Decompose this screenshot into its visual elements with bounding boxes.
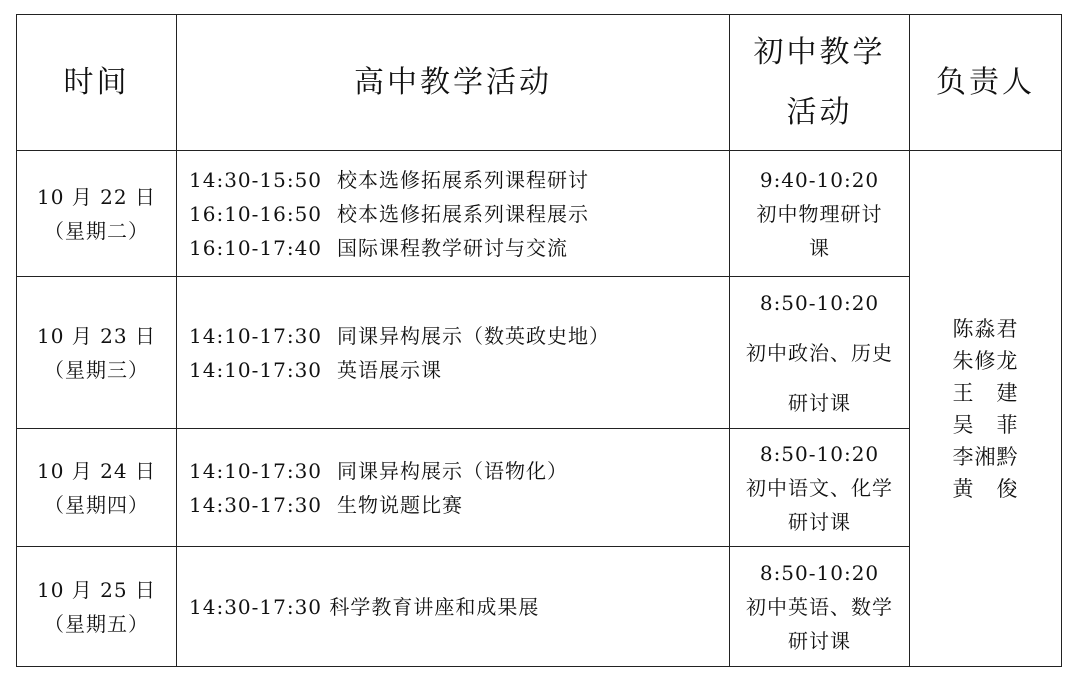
activity-time: 14:10-17:30 — [189, 458, 323, 483]
date: 10 月 24 日 — [37, 458, 156, 483]
weekday: （星期三） — [44, 357, 149, 382]
activity-line: 14:30-17:30 科学教育讲座和成果展 — [189, 594, 540, 619]
date-cell — [17, 547, 177, 667]
activity-title: 同课异构展示（语物化） — [337, 458, 568, 483]
activity-time: 14:30-17:30 — [189, 492, 323, 517]
junior-activity-line: 初中语文、化学 — [746, 475, 893, 500]
table-row — [17, 429, 1062, 547]
activity-title: 生物说题比赛 — [337, 492, 463, 517]
table-row — [17, 547, 1062, 667]
activity-line — [189, 319, 729, 353]
weekday: （星期二） — [44, 218, 149, 243]
senior-activity-cell — [177, 429, 730, 547]
junior-activity-line: 课 — [809, 235, 830, 260]
activity-title: 校本选修拓展系列课程研讨 — [337, 167, 589, 192]
header-junior-line1: 初中教学 — [753, 34, 886, 70]
table-row — [17, 277, 1062, 429]
date-cell — [17, 277, 177, 429]
junior-time: 8:50-10:20 — [759, 441, 880, 466]
header-owner: 负责人 — [910, 15, 1062, 151]
header-junior-activities — [730, 15, 910, 151]
weekday: （星期五） — [44, 611, 149, 636]
junior-activity-cell — [730, 547, 910, 667]
junior-activity-line: 初中政治、历史 — [746, 340, 893, 365]
junior-activity-cell — [730, 429, 910, 547]
junior-time: 8:50-10:20 — [759, 560, 880, 585]
owner-name: 李湘黔 — [952, 444, 1019, 469]
schedule-table — [16, 14, 1062, 667]
activity-title: 英语展示课 — [337, 357, 442, 382]
header-row — [17, 15, 1062, 151]
owner-name: 陈淼君 — [952, 316, 1019, 341]
junior-time: 9:40-10:20 — [759, 167, 880, 192]
activity-title: 校本选修拓展系列课程展示 — [337, 201, 589, 226]
activity-line — [189, 353, 729, 387]
junior-activity-line: 研讨课 — [788, 628, 851, 653]
senior-activity-cell — [177, 151, 730, 277]
date-cell — [17, 429, 177, 547]
date: 10 月 22 日 — [37, 184, 156, 209]
junior-activity-cell — [730, 151, 910, 277]
activity-time: 16:10-16:50 — [189, 201, 323, 226]
activity-line — [189, 163, 729, 197]
activity-line — [189, 197, 729, 231]
senior-activity-cell — [177, 547, 730, 667]
senior-activity-cell — [177, 277, 730, 429]
junior-activity-line: 初中物理研讨 — [756, 201, 883, 226]
activity-time: 16:10-17:40 — [189, 235, 323, 260]
activity-time: 14:30-15:50 — [189, 167, 323, 192]
owner-name: 朱修龙 — [952, 348, 1019, 373]
junior-activity-cell — [730, 277, 910, 429]
owner-cell — [910, 151, 1062, 667]
date: 10 月 23 日 — [37, 323, 156, 348]
date-cell — [17, 151, 177, 277]
header-senior-activities: 高中教学活动 — [177, 15, 730, 151]
activity-title: 国际课程教学研讨与交流 — [337, 235, 568, 260]
junior-activity-line: 研讨课 — [788, 509, 851, 534]
header-time: 时间 — [17, 15, 177, 151]
junior-activity-line: 初中英语、数学 — [746, 594, 893, 619]
activity-title: 同课异构展示（数英政史地） — [337, 323, 610, 348]
activity-time: 14:10-17:30 — [189, 357, 323, 382]
junior-time: 8:50-10:20 — [759, 290, 880, 315]
header-junior-line2: 活动 — [786, 94, 853, 130]
activity-line — [189, 454, 729, 488]
owner-name: 吴 菲 — [952, 412, 1019, 437]
weekday: （星期四） — [44, 492, 149, 517]
activity-line — [189, 231, 729, 265]
table-row — [17, 151, 1062, 277]
activity-line — [189, 488, 729, 522]
owner-name: 王 建 — [952, 380, 1019, 405]
owner-name: 黄 俊 — [952, 476, 1019, 501]
activity-time: 14:10-17:30 — [189, 323, 323, 348]
date: 10 月 25 日 — [37, 577, 156, 602]
junior-activity-line: 研讨课 — [788, 390, 851, 415]
